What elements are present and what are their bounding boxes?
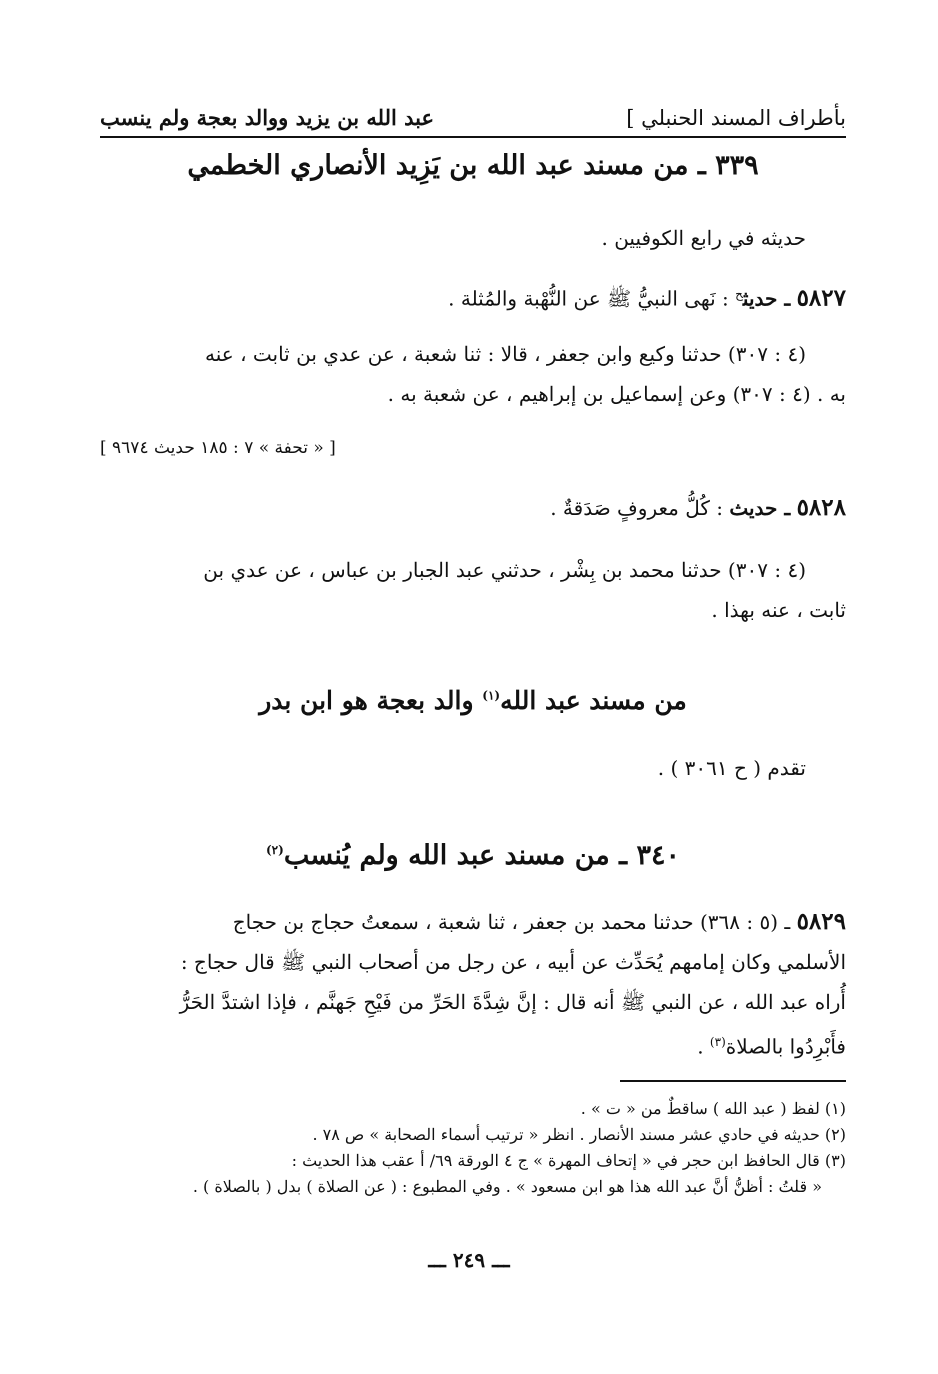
hadith-5828-matn (100, 488, 846, 528)
hadith-5828-isnad (100, 550, 846, 630)
hadith-5829 (100, 902, 846, 1067)
section-339-intro: حديثه في رابع الكوفيين . (601, 226, 806, 250)
footnote-ref-3: (٣) (709, 1035, 726, 1049)
footnotes (100, 1096, 846, 1200)
isnad-line: ثابت ، عنه بهذا . (711, 598, 846, 622)
section-339-heading: ٣٣٩ ـ من مسند عبد الله بن يَزِيد الأنصاري الخطمي (187, 150, 759, 181)
hadith-line: أُراه عبد الله ، عن النبي ﷺ أنه قال : إنَّ شِدَّةَ الحَرِّ من فَيْحِ جَهنَّم ، فإذا اشتدَّ الحَرُّ (179, 990, 846, 1014)
footnote-1: (١) لفظ ( عبد الله ) ساقطٌ من « ت » . (580, 1099, 846, 1118)
hadith-line: فأَبْرِدُوا بالصلاة$^{(٣)}$ . (697, 1034, 846, 1059)
hadith-label: ـ حديث (729, 496, 791, 520)
footnote-ref-1: (١) (482, 688, 501, 703)
hadith-label: ـ حديث (742, 286, 791, 311)
hadith-number: ٥٨٢٧ (796, 284, 846, 312)
isnad-line: (٤ : ٣٠٧) حدثنا وكيع وابن جعفر ، قالا : ثنا شعبة ، عن عدي بن ثابت ، عنه (205, 342, 806, 366)
header-chapter-title: عبد الله بن يزيد ووالد بعجة ولم ينسب (100, 105, 435, 130)
footnote-separator (620, 1080, 846, 1082)
footnote-2: (٢) حديثه في حادي عشر مسند الأنصار . انظر « ترتيب أسماء الصحابة » ص ٧٨ . (312, 1125, 846, 1144)
hadith-5827-isnad (100, 334, 846, 414)
page-number: ـــ ٢٤٩ ـــ (428, 1248, 510, 1272)
running-header (100, 96, 846, 138)
footnote-ref-2: (٢) (265, 843, 284, 857)
section-340-heading: ٣٤٠ ـ من مسند عبد الله ولم يُنسب$^{(٢)}$ (265, 840, 680, 871)
footnote-3: (٣) قال الحافظ ابن حجر في « إتحاف المهرة » ج ٤ الورقة ٦٩/ أ عقب هذا الحديث : (291, 1151, 846, 1170)
isnad-line: (٤ : ٣٠٧) حدثنا محمد بن بِشْر ، حدثني عبد الجبار بن عباس ، عن عدي بن (203, 558, 806, 582)
hadith-text: : نَهى النبيُّ ﷺ عن النُّهْبة والمُثلة . (448, 286, 729, 311)
section-father-of-bajah-text: تقدم ( ح ٣٠٦١ ) . (657, 756, 806, 780)
hadith-5827-matn (100, 274, 846, 319)
hadith-number: ٥٨٢٩ (796, 908, 846, 935)
hadith-line: الأسلمي وكان إمامهم يُحَدِّث عن أبيه ، عن رجل من أصحاب النبي ﷺ قال حجاج : (180, 950, 846, 974)
section-father-of-bajah-heading: من مسند عبد الله$^{(١)}$ والد بعجة هو ابن بدر (259, 686, 687, 715)
isnad-line: به . (٤ : ٣٠٧) وعن إسماعيل بن إبراهيم ، عن شعبة به . (387, 382, 846, 406)
hadith-line: ٥٨٢٩ ـ (٥ : ٣٦٨) حدثنا محمد بن جعفر ، ثنا شعبة ، سمعتُ حجاج بن حجاج (232, 908, 846, 935)
footnote-3-continued: « قلتُ : أظنُّ أنَّ عبد الله هذا هو ابن مسعود » . وفي المطبوع : ( عن الصلاة ) بدل ( بالصلاة ) . (192, 1177, 822, 1196)
hadith-number: ٥٨٢٨ (796, 494, 846, 521)
hadith-marker: ح (735, 287, 743, 301)
hadith-text: : كُلُّ معروفٍ صَدَقةٌ . (550, 496, 723, 520)
tuhfa-reference: [ « تحفة » ٧ : ١٨٥ حديث ٩٦٧٤ ] (100, 438, 336, 458)
header-book-title: بأطراف المسند الحنبلي ] (626, 106, 846, 130)
